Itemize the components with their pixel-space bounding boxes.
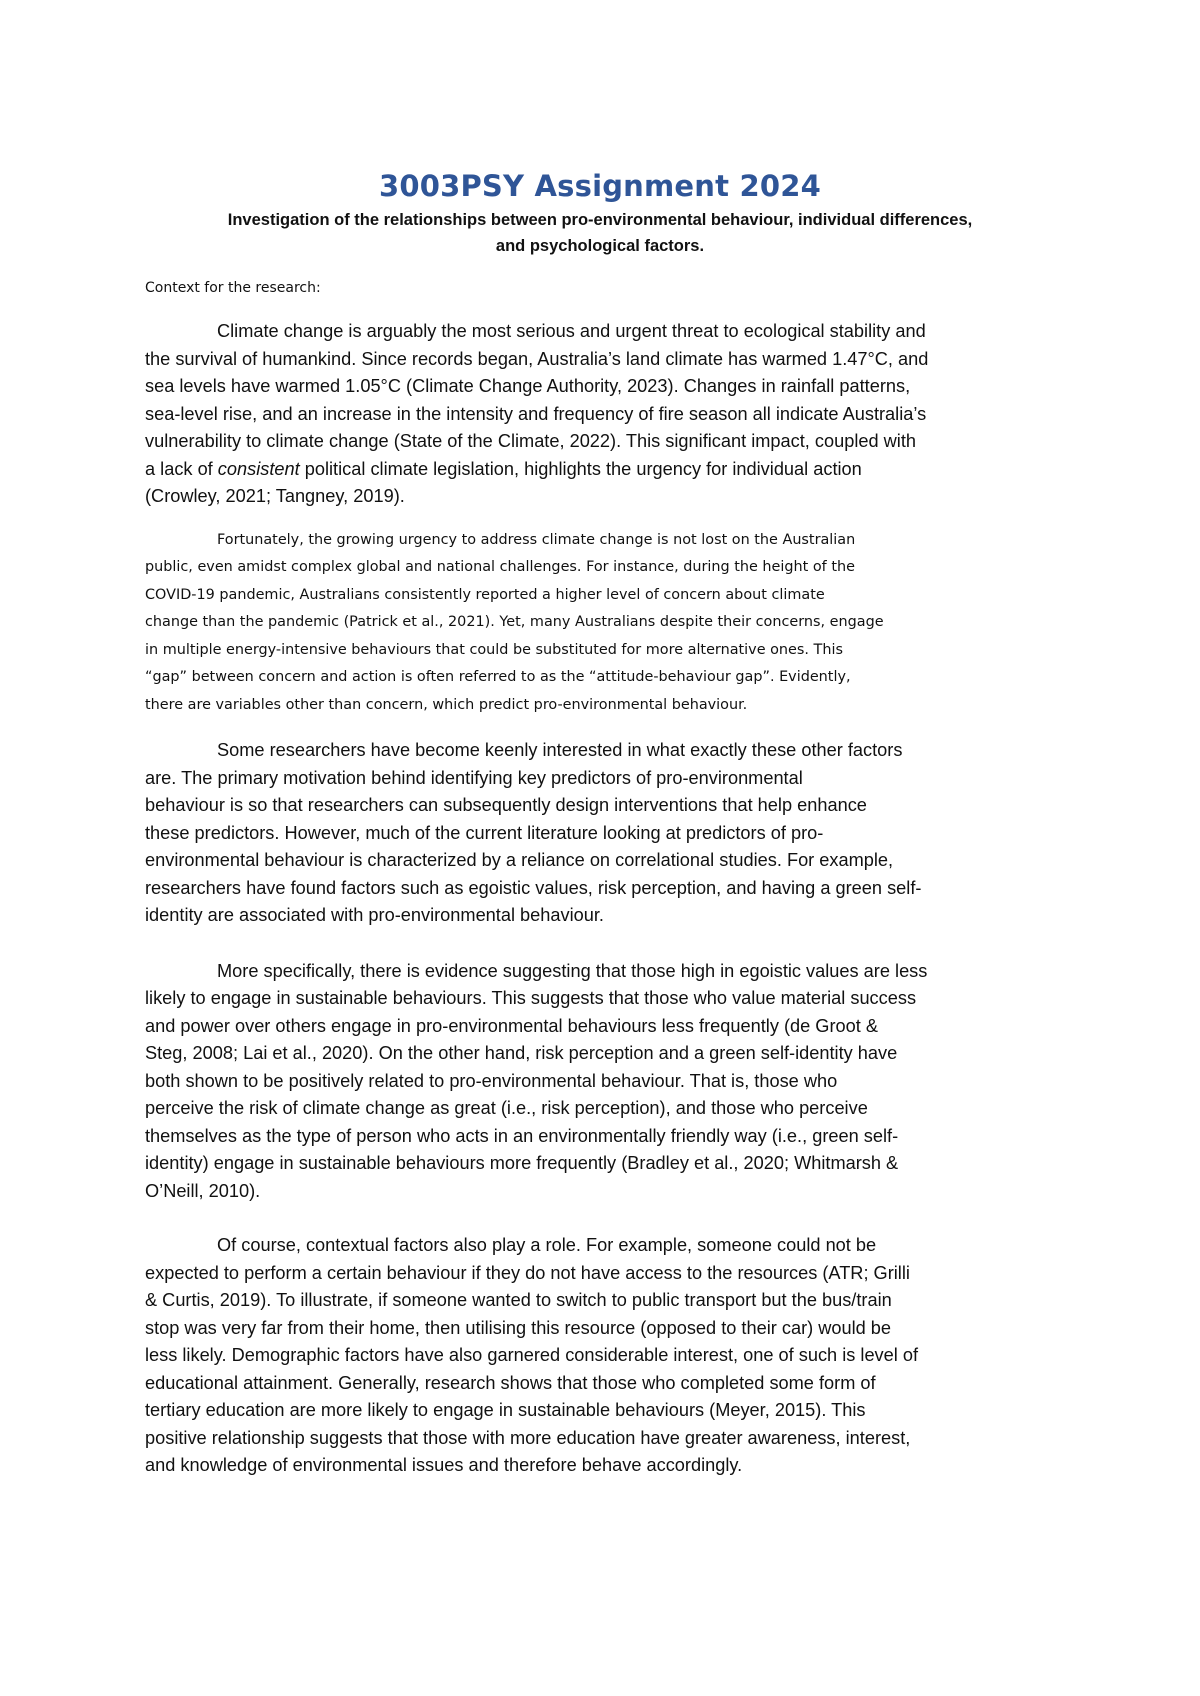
paragraph-researchers-interest bbox=[145, 737, 1055, 930]
paragraph-line: Climate change is arguably the most serious and urgent threat to ecological stability and bbox=[217, 321, 926, 341]
paragraph-line: expected to perform a certain behaviour if they do not have access to the resources (ATR; Grilli bbox=[145, 1262, 910, 1283]
paragraph-line: these predictors. However, much of the current literature looking at predictors of pro- bbox=[145, 822, 824, 843]
paragraph-line: Of course, contextual factors also play a role. For example, someone could not be bbox=[217, 1235, 877, 1255]
paragraph-line: researchers have found factors such as egoistic values, risk perception, and having a green self- bbox=[145, 877, 922, 898]
document-title: 3003PSY Assignment 2024 bbox=[378, 169, 822, 203]
paragraph-line: positive relationship suggests that those with more education have greater awareness, interest, bbox=[145, 1427, 911, 1448]
paragraph-line: & Curtis, 2019). To illustrate, if someone wanted to switch to public transport but the bus/train bbox=[145, 1290, 892, 1310]
paragraph-line: vulnerability to climate change (State of the Climate, 2022). This significant impact, coupled with bbox=[145, 431, 916, 451]
paragraph-line: less likely. Demographic factors have also garnered considerable interest, one of such is level of bbox=[145, 1345, 919, 1365]
paragraph-line: sea-level rise, and an increase in the intensity and frequency of fire season all indicate Australia’s bbox=[145, 403, 927, 424]
paragraph-egoistic-values bbox=[145, 958, 1055, 1206]
subtitle-line: Investigation of the relationships between pro-environmental behaviour, individual differences, bbox=[227, 211, 973, 229]
paragraph-line: are. The primary motivation behind identifying key predictors of pro-environmental bbox=[145, 767, 803, 788]
paragraph-line: change than the pandemic (Patrick et al., 2021). Yet, many Australians despite their concerns, engage bbox=[145, 614, 884, 630]
paragraph-line: and power over others engage in pro-environmental behaviours less frequently (de Groot & bbox=[145, 1015, 878, 1036]
paragraph-line: stop was very far from their home, then utilising this resource (opposed to their car) would be bbox=[145, 1317, 892, 1338]
paragraph-contextual-factors bbox=[145, 1232, 1055, 1480]
paragraph-line: educational attainment. Generally, research shows that those who completed some form of bbox=[145, 1372, 876, 1393]
paragraph-line: (Crowley, 2021; Tangney, 2019). bbox=[145, 486, 405, 506]
paragraph-line: COVID-19 pandemic, Australians consistently reported a higher level of concern about climate bbox=[145, 586, 825, 603]
emphasis-consistent: consistent bbox=[217, 458, 300, 479]
paragraph-line: environmental behaviour is characterized by a reliance on correlational studies. For example, bbox=[145, 850, 894, 870]
paragraph-line: Fortunately, the growing urgency to address climate change is not lost on the Australian bbox=[217, 531, 856, 548]
context-label: Context for the research: bbox=[145, 280, 321, 296]
paragraph-line: “gap” between concern and action is often referred to as the “attitude-behaviour gap”. Evidently, bbox=[145, 669, 851, 685]
paragraph-line: public, even amidst complex global and national challenges. For instance, during the height of the bbox=[145, 559, 855, 575]
paragraph-line: More specifically, there is evidence suggesting that those high in egoistic values are less bbox=[217, 960, 928, 981]
paragraph-line: in multiple energy-intensive behaviours that could be substituted for more alternative ones. This bbox=[145, 641, 843, 658]
paragraph-line: themselves as the type of person who acts in an environmentally friendly way (i.e., green self- bbox=[145, 1125, 899, 1146]
paragraph-line: likely to engage in sustainable behaviours. This suggests that those who value material success bbox=[145, 988, 917, 1008]
paragraph-line: sea levels have warmed 1.05°C (Climate Change Authority, 2023). Changes in rainfall patterns, bbox=[145, 376, 911, 396]
paragraph-line: there are variables other than concern, which predict pro-environmental behaviour. bbox=[145, 696, 748, 713]
paragraph-line: O’Neill, 2010). bbox=[145, 1180, 261, 1201]
paragraph-line: tertiary education are more likely to engage in sustainable behaviours (Meyer, 2015). This bbox=[145, 1400, 866, 1420]
paragraph-line: Steg, 2008; Lai et al., 2020). On the other hand, risk perception and a green self-identity have bbox=[145, 1043, 898, 1063]
paragraph-line: both shown to be positively related to pro-environmental behaviour. That is, those who bbox=[145, 1070, 838, 1091]
paragraph-australian-public bbox=[145, 527, 1055, 720]
subtitle-line: and psychological factors. bbox=[495, 237, 705, 255]
line-segment: a lack of bbox=[145, 458, 218, 479]
paragraph-line: perceive the risk of climate change as great (i.e., risk perception), and those who perceive bbox=[145, 1098, 868, 1118]
document-page bbox=[145, 165, 1055, 1480]
line-segment: political climate legislation, highlights the urgency for individual action bbox=[299, 458, 862, 479]
paragraph-line: identity) engage in sustainable behaviours more frequently (Bradley et al., 2020; Whitmarsh & bbox=[145, 1153, 899, 1173]
paragraph-line: identity are associated with pro-environmental behaviour. bbox=[145, 905, 604, 925]
paragraph-line: Some researchers have become keenly interested in what exactly these other factors bbox=[217, 740, 903, 760]
paragraph-climate-change bbox=[145, 318, 1055, 511]
paragraph-line: behaviour is so that researchers can subsequently design interventions that help enhance bbox=[145, 795, 867, 815]
paragraph-line: the survival of humankind. Since records began, Australia’s land climate has warmed 1.47°C, and bbox=[145, 348, 929, 369]
paragraph-line: and knowledge of environmental issues and therefore behave accordingly. bbox=[145, 1455, 743, 1475]
paragraph-line bbox=[145, 456, 1055, 484]
document-subtitle bbox=[145, 207, 1055, 259]
